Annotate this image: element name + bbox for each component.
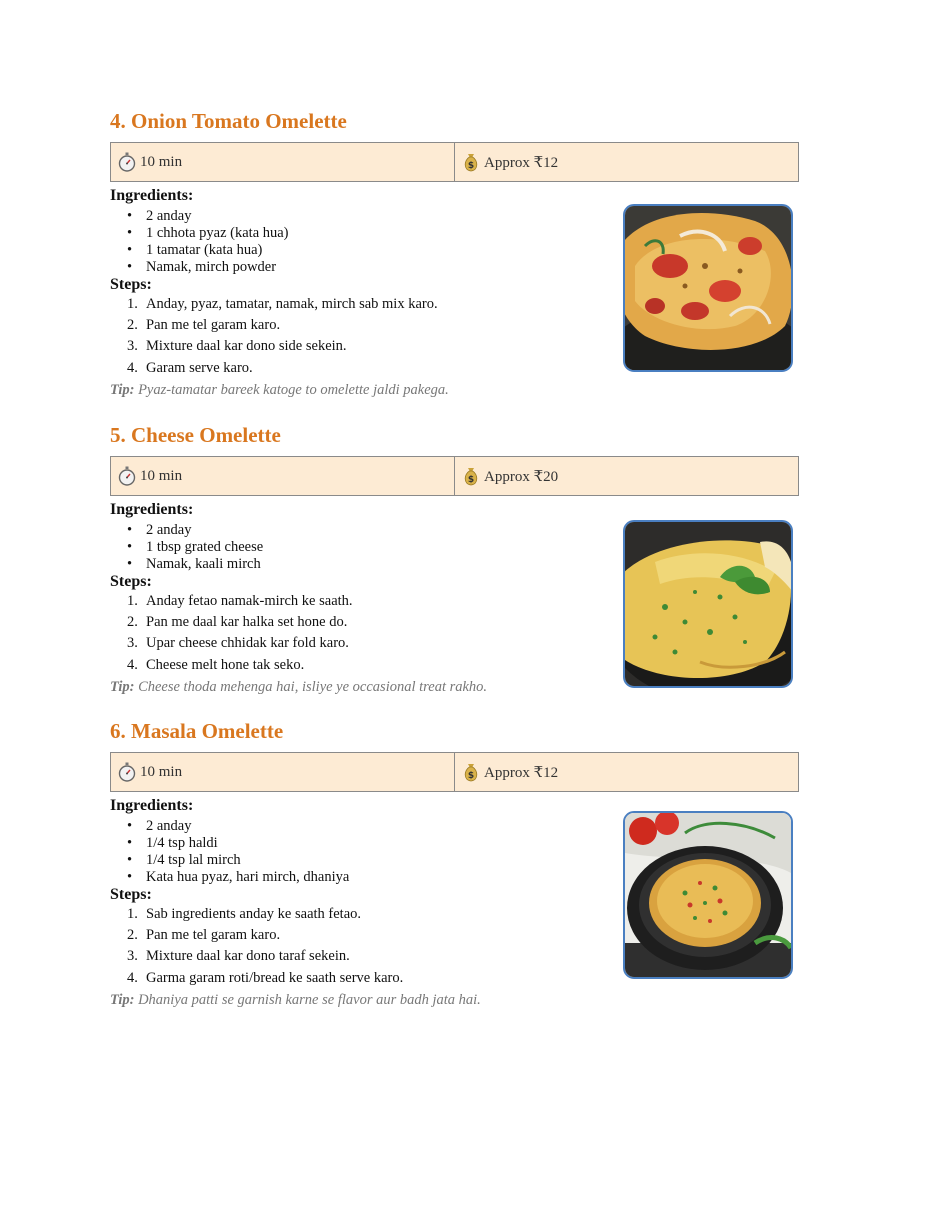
ingredients-heading: Ingredients: [110, 187, 194, 204]
time-cell [111, 753, 455, 791]
cost-cell [455, 753, 798, 791]
step-item: Pan me daal kar halka set hone do. [146, 614, 348, 631]
onion-tomato-omelette-photo [623, 204, 793, 372]
time-value: 10 min [140, 763, 183, 780]
recipe-info-table [110, 142, 799, 182]
step-item: Anday fetao namak-mirch ke saath. [146, 593, 353, 609]
ingredient-item: • 1 tbsp grated cheese [146, 539, 799, 556]
masala-omelette-photo [623, 811, 793, 979]
ingredients-heading: Ingredients: [110, 501, 194, 518]
ingredient-item: • 2 anday [146, 208, 799, 225]
stopwatch-icon [117, 466, 137, 486]
cheese-omelette-photo [623, 520, 793, 688]
step-item: Sab ingredients anday ke saath fetao. [146, 906, 362, 922]
money-bag-icon [461, 152, 481, 172]
tip-label: Tip: [110, 991, 135, 1008]
tip-text: Cheese thoda mehenga hai, isliye ye occasional treat rakho. [138, 678, 488, 695]
ingredient-item: • 2 anday [146, 818, 799, 835]
step-item: Mixture daal kar dono taraf sekein. [146, 948, 350, 965]
steps-heading: Steps: [110, 276, 152, 293]
time-value: 10 min [140, 467, 183, 484]
cost-value: Approx ₹20 [484, 468, 559, 485]
cost-value: Approx ₹12 [484, 764, 559, 781]
ingredient-item: • 1/4 tsp haldi [146, 835, 799, 852]
cost-cell [455, 143, 798, 181]
stopwatch-icon [117, 762, 137, 782]
ingredient-item: • Namak, kaali mirch [146, 556, 799, 573]
step-item: Garam serve karo. [146, 359, 253, 376]
svg-text:$: $ [467, 161, 475, 171]
ingredient-item: • 1 tamatar (kata hua) [146, 242, 799, 259]
cost-value: Approx ₹12 [484, 154, 559, 171]
recipe-cheese-omelette [110, 422, 799, 696]
ingredient-item: • 1 chhota pyaz (kata hua) [146, 225, 799, 242]
recipe-title: 4. Onion Tomato Omelette [110, 109, 347, 133]
cost-cell [455, 457, 798, 495]
time-cell [111, 457, 455, 495]
tip-label: Tip: [110, 381, 135, 398]
ingredient-item: • Namak, mirch powder [146, 259, 799, 276]
step-item: Pan me tel garam karo. [146, 927, 281, 944]
tip-text: Pyaz-tamatar bareek katoge to omelette jaldi pakega. [138, 381, 449, 398]
time-value: 10 min [140, 153, 183, 170]
step-item: Upar cheese chhidak kar fold karo. [146, 635, 349, 652]
ingredient-item: • 1/4 tsp lal mirch [146, 852, 799, 869]
recipe-tip [110, 991, 799, 1009]
ingredient-item: • Kata hua pyaz, hari mirch, dhaniya [146, 869, 799, 886]
svg-text:$: $ [467, 475, 475, 485]
recipe-info-table [110, 752, 799, 792]
steps-heading: Steps: [110, 886, 152, 903]
money-bag-icon [461, 762, 481, 782]
recipe-onion-tomato-omelette [110, 108, 799, 399]
step-item: Garma garam roti/bread ke saath serve karo. [146, 969, 404, 986]
step-item: Pan me tel garam karo. [146, 317, 281, 334]
ingredient-item: • 2 anday [146, 522, 799, 539]
recipe-tip [110, 381, 799, 399]
time-cell [111, 143, 455, 181]
step-item: Cheese melt hone tak seko. [146, 656, 305, 673]
step-item: Mixture daal kar dono side sekein. [146, 338, 347, 355]
recipe-title: 6. Masala Omelette [110, 719, 284, 743]
recipe-info-table [110, 456, 799, 496]
steps-heading: Steps: [110, 573, 152, 590]
recipe-title: 5. Cheese Omelette [110, 423, 281, 447]
step-item: Anday, pyaz, tamatar, namak, mirch sab mix karo. [146, 296, 438, 312]
ingredients-heading: Ingredients: [110, 797, 194, 814]
tip-label: Tip: [110, 678, 135, 695]
svg-text:$: $ [467, 771, 475, 781]
tip-text: Dhaniya patti se garnish karne se flavor aur badh jata hai. [138, 991, 481, 1008]
money-bag-icon [461, 466, 481, 486]
stopwatch-icon [117, 152, 137, 172]
recipe-masala-omelette [110, 718, 799, 1009]
